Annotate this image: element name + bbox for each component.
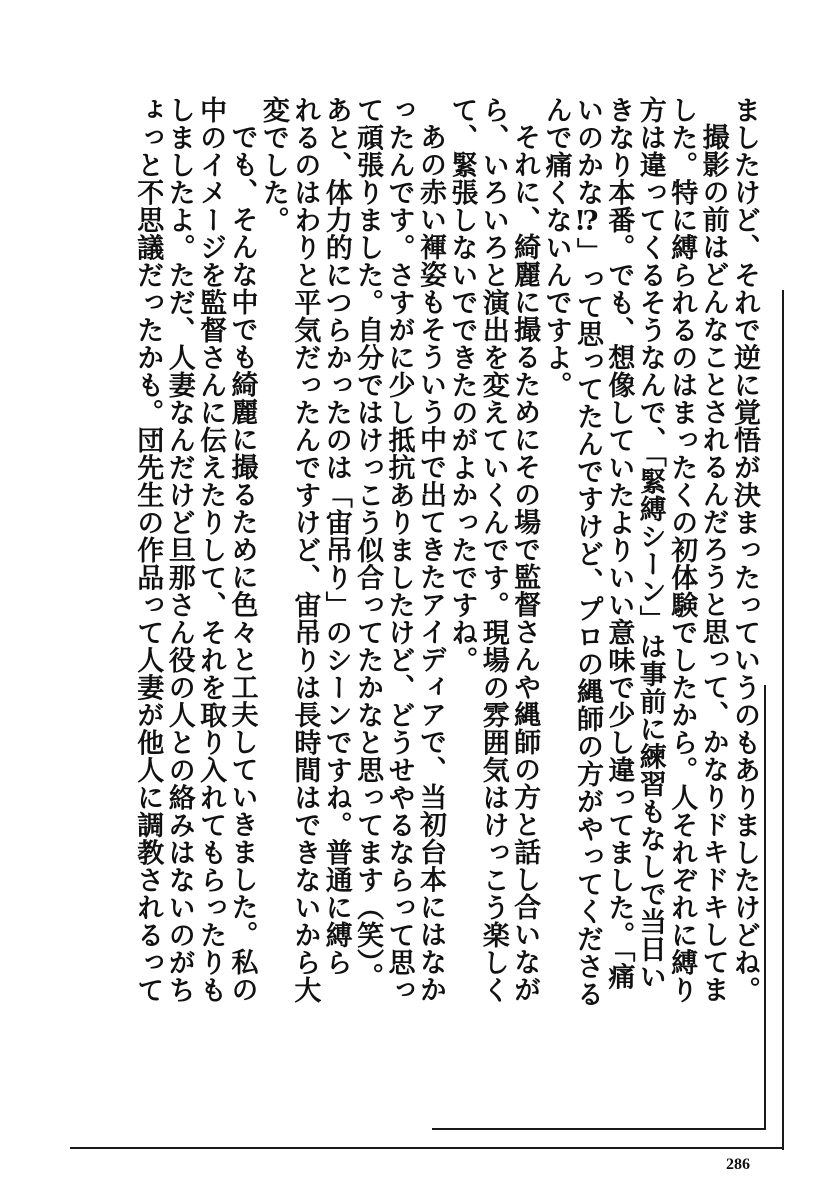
text-line: 方は違ってくるそうなんで、「緊縛シーン」は事前に練習もなしで当日い (634, 96, 666, 990)
text-line: いのかな⁉」って思ってたんですけど、プロの縄師の方がやってくださる (571, 96, 603, 1008)
frame-rule-outer-horizontal (70, 1147, 784, 1149)
frame-rule-inner-horizontal (432, 1128, 766, 1130)
text-line: あと、体力的につらかったのは「宙吊り」のシーンですね。普通に縛ら (320, 96, 352, 976)
text-line: しましたよ。ただ、人妻なんだけど旦那さん役の人との絡みはないのがち (163, 96, 195, 1004)
text-line: 撮影の前はどんなことされるんだろうと思って、かなりドキドキしてま (697, 123, 729, 1003)
text-line: ったんです。さすがに少し抵抗ありましたけど、どうせやるならって思っ (383, 96, 415, 1004)
text-line: 中のイメージを監督さんに伝えたりして、それを取り入れてもらったりも (195, 96, 227, 1004)
text-line: れるのはわりと平気だったんですけど、宙吊りは長時間はできないから大 (289, 96, 321, 1004)
text-line: て、緊張しないでできたのがよかったですね。 (446, 96, 478, 674)
text-line: て頑張りました。自分ではけっこう似合ってたかなと思ってます（笑）。 (352, 96, 384, 990)
text-line: 変でした。 (257, 96, 289, 234)
page-number: 286 (726, 1156, 750, 1173)
text-line: ましたけど、それで逆に覚悟が決まったっていうのもありましたけどね。 (729, 96, 760, 1004)
text-line: んで痛くないんですよ。 (540, 96, 572, 399)
frame-rule-outer-vertical (782, 290, 784, 1150)
body-text (70, 96, 760, 1008)
text-line: ょっと不思議だったかも。団先生の作品って人妻が他人に調教されるって (132, 96, 164, 1004)
text-line: それに、綺麗に撮るためにその場で監督さんや縄師の方と話し合いなが (509, 123, 541, 1003)
text-line: あの赤い褌姿もそういう中で出てきたアイディアで、当初台本にはなか (414, 123, 446, 1003)
text-line: ら、いろいろと演出を変えていくんです。現場の雰囲気はけっこう楽しく (477, 96, 509, 1004)
text-line: きなり本番。でも、想像していたよりいい意味で少し違ってました。「痛 (603, 96, 635, 990)
frame-rule-inner-vertical (764, 685, 766, 1130)
text-line: した。特に縛られるのはまったくの初体験でしたから。人それぞれに縛り (666, 96, 698, 1004)
text-line: でも、そんな中でも綺麗に撮るために色々と工夫していきました。私の (226, 123, 258, 1003)
